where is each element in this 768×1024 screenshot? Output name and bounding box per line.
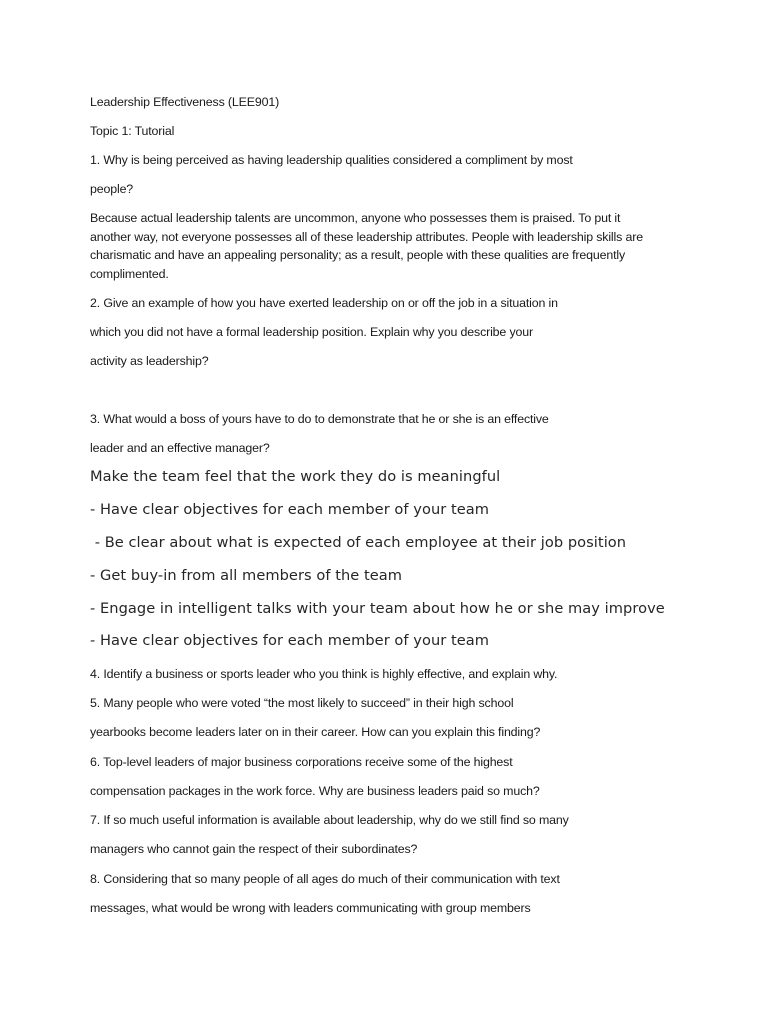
topic-heading: Topic 1: Tutorial bbox=[90, 124, 175, 138]
question-1-line-2: people? bbox=[90, 182, 134, 196]
question-6-line-1: 6. Top-level leaders of major business corporations receive some of the highest bbox=[90, 755, 513, 769]
answer-1-line-1: Because actual leadership talents are uncommon, anyone who possesses them is praised. To put it bbox=[90, 211, 621, 225]
question-8-line-1: 8. Considering that so many people of all ages do much of their communication with text bbox=[90, 872, 560, 886]
answer-3-item: - Have clear objectives for each member of your team bbox=[90, 632, 490, 649]
course-title: Leadership Effectiveness (LEE901) bbox=[90, 95, 280, 109]
question-1-line-1: 1. Why is being perceived as having leadership qualities considered a compliment by most bbox=[90, 153, 573, 167]
answer-3-item: - Be clear about what is expected of each employee at their job position bbox=[90, 534, 627, 551]
question-6-line-2: compensation packages in the work force. Why are business leaders paid so much? bbox=[90, 784, 540, 798]
question-5-line-2: yearbooks become leaders later on in their career. How can you explain this finding? bbox=[90, 725, 541, 739]
question-2-line-3: activity as leadership? bbox=[90, 354, 209, 368]
question-5-line-1: 5. Many people who were voted “the most likely to succeed” in their high school bbox=[90, 696, 514, 710]
question-8-line-2: messages, what would be wrong with leaders communicating with group members bbox=[90, 901, 531, 915]
answer-1-paragraph bbox=[90, 209, 690, 283]
question-7-line-1: 7. If so much useful information is available about leadership, why do we still find so many bbox=[90, 813, 569, 827]
question-2-line-1: 2. Give an example of how you have exerted leadership on or off the job in a situation in bbox=[90, 296, 558, 310]
answer-3-item: - Have clear objectives for each member of your team bbox=[90, 501, 490, 518]
answer-3-item: - Engage in intelligent talks with your team about how he or she may improve bbox=[90, 600, 665, 617]
question-7-line-2: managers who cannot gain the respect of their subordinates? bbox=[90, 842, 418, 856]
answer-1-line-4: complimented. bbox=[90, 266, 169, 281]
question-2-line-2: which you did not have a formal leadership position. Explain why you describe your bbox=[90, 325, 533, 339]
answer-1-line-3: charismatic and have an appealing personality; as a result, people with these qualities are frequently bbox=[90, 248, 626, 262]
question-3-line-1: 3. What would a boss of yours have to do to demonstrate that he or she is an effective bbox=[90, 412, 549, 426]
question-4: 4. Identify a business or sports leader who you think is highly effective, and explain why. bbox=[90, 667, 558, 681]
question-3-line-2: leader and an effective manager? bbox=[90, 441, 270, 455]
answer-3-item: Make the team feel that the work they do is meaningful bbox=[90, 468, 501, 485]
answer-1-line-2: another way, not everyone possesses all of these leadership attributes. People with leadership skills are bbox=[90, 229, 643, 244]
answer-3-item: - Get buy-in from all members of the team bbox=[90, 567, 403, 584]
